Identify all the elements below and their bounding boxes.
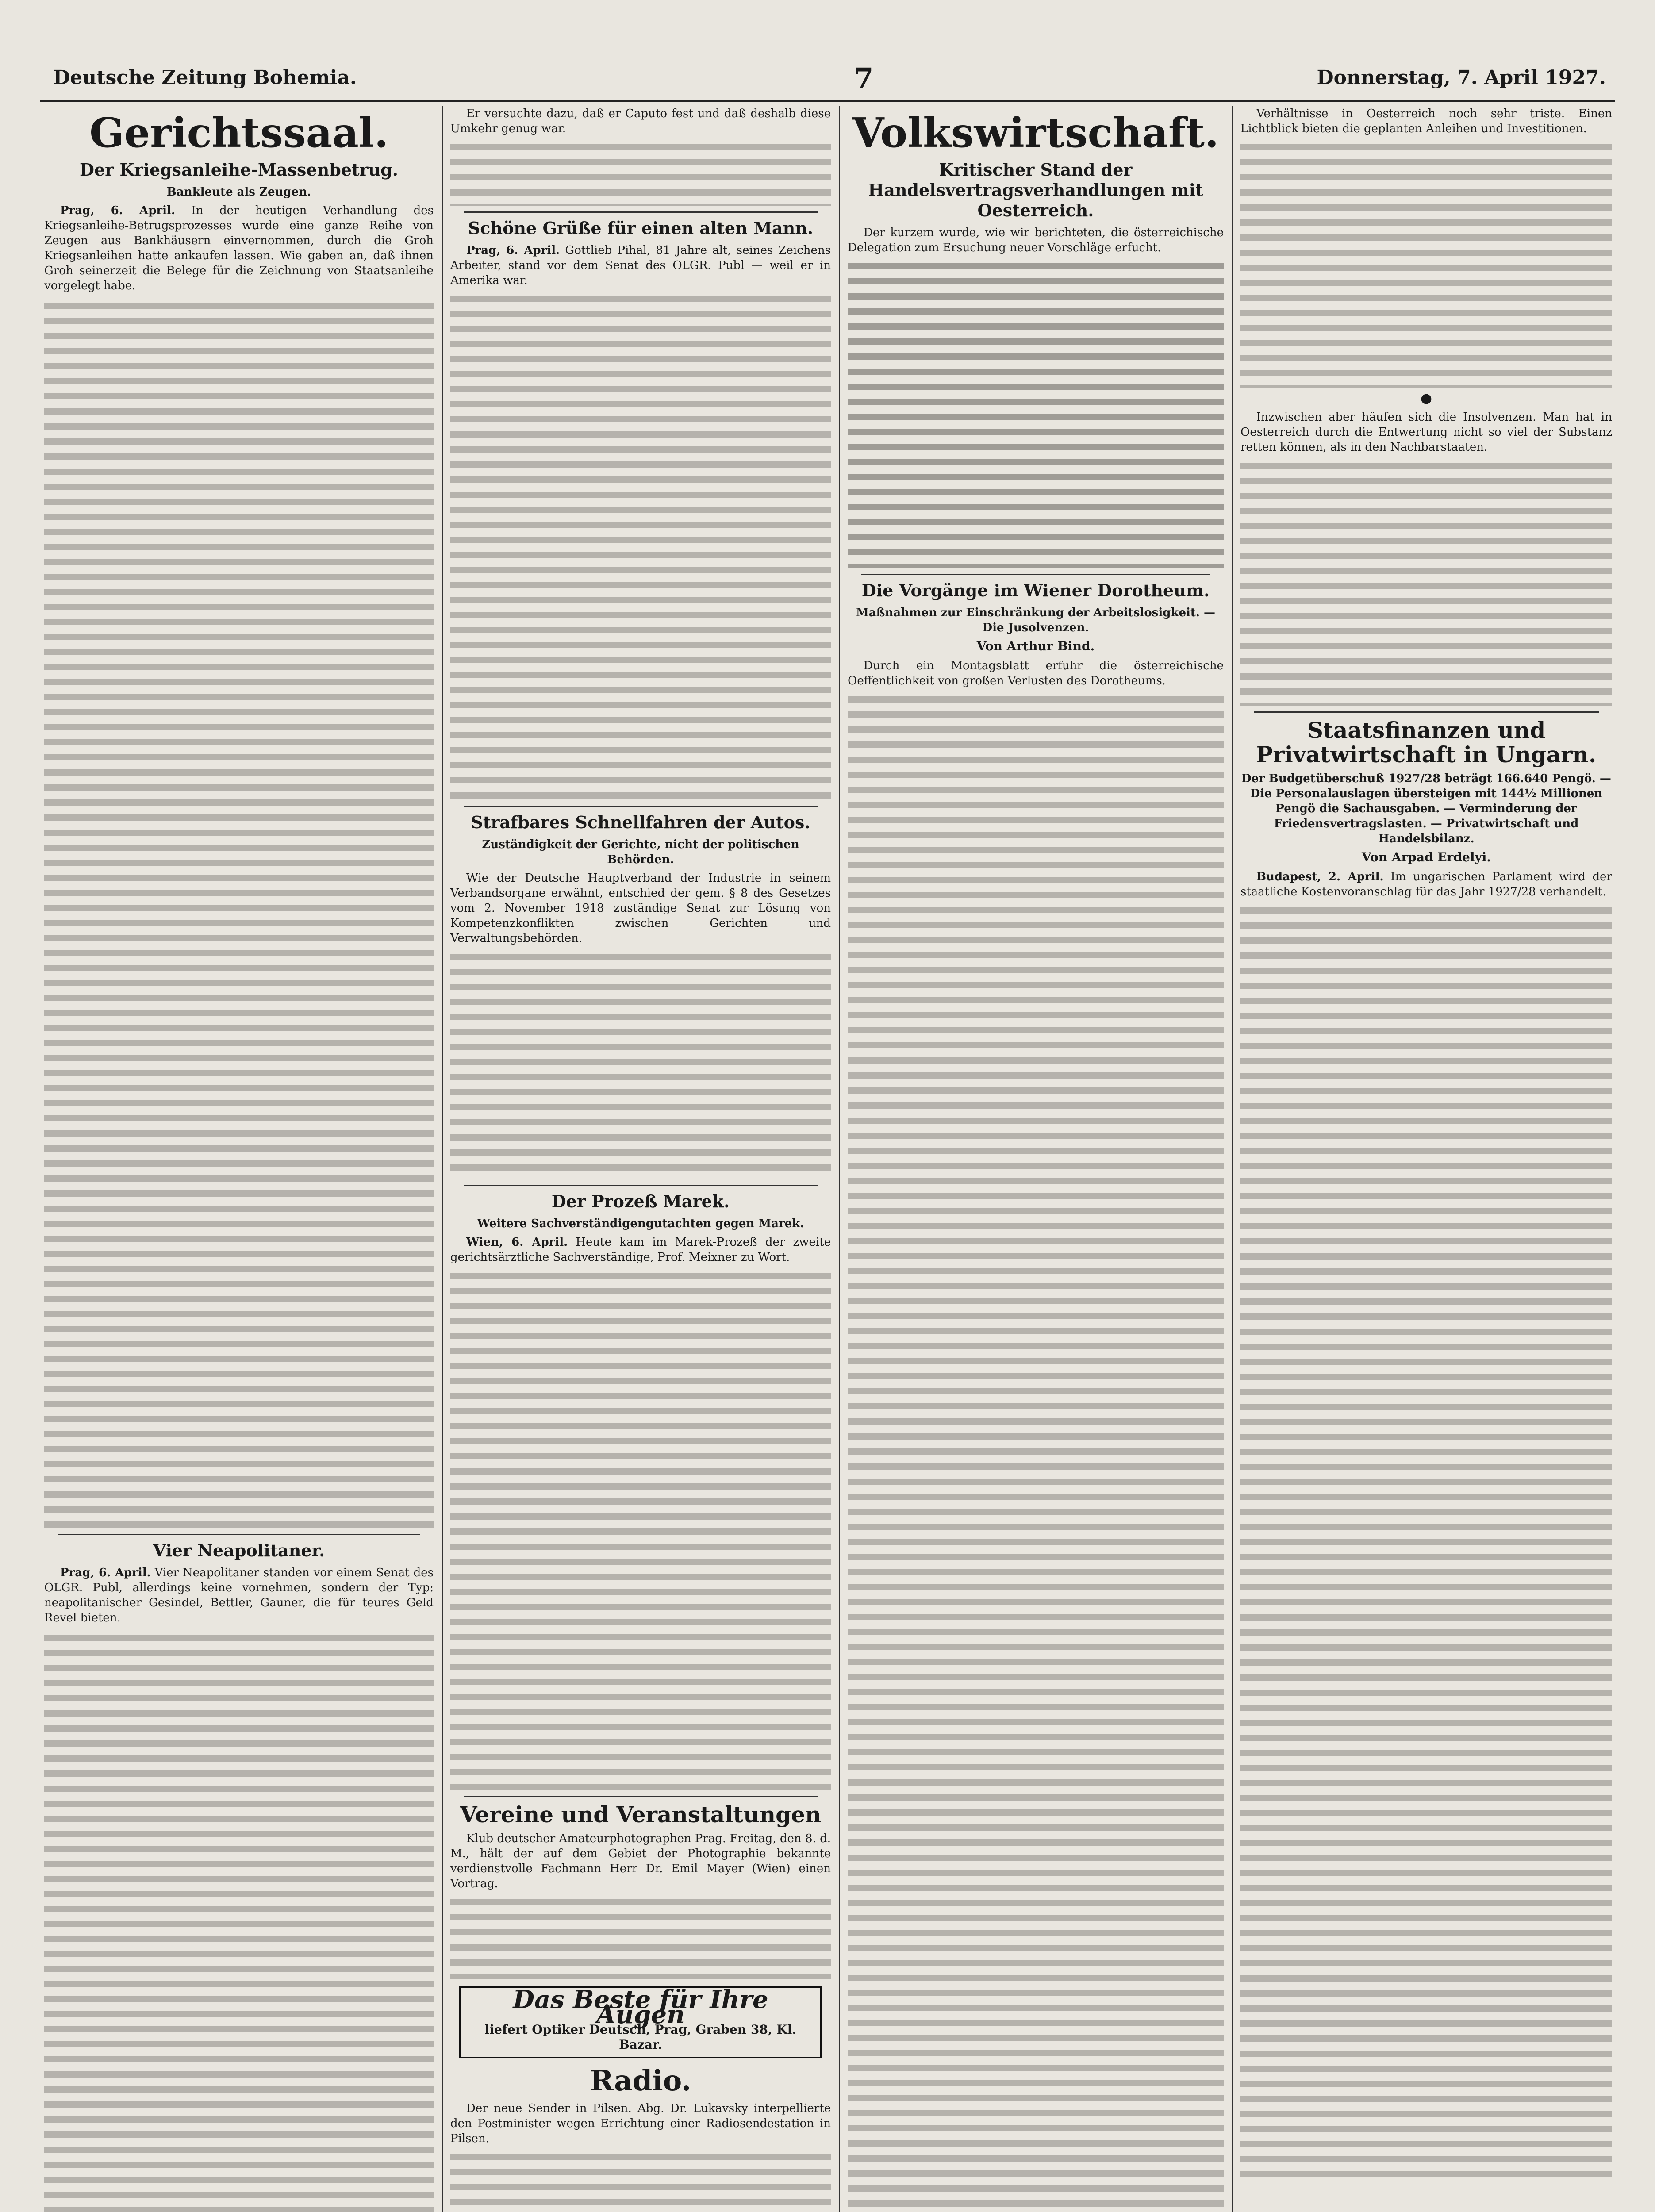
column-rule xyxy=(1232,106,1233,2212)
article-text: Inzwischen aber häufen sich die Insolvenzen. Man hat in Oesterreich durch die Entwertung nicht so viel der Substanz retten können, als in den Nachbarstaaten. xyxy=(1240,411,1612,454)
dateline: Wien, 6. April. xyxy=(466,1236,568,1249)
article-deck: Zuständigkeit der Gerichte, nicht der politischen Behörden. xyxy=(482,838,799,866)
article-title: Staatsfinanzen und Privatwirtschaft in Ungarn. xyxy=(1256,717,1597,768)
divider xyxy=(464,806,818,807)
article-body xyxy=(450,1235,831,1790)
article-body xyxy=(450,871,831,1179)
column-3 xyxy=(848,106,1224,2212)
article-filler-text xyxy=(1240,140,1612,388)
article-text: Im ungarischen Parlament wird der staatliche Kostenvoranschlag für das Jahr 1927/28 verhandelt. xyxy=(1240,870,1612,899)
article-text: Gottlieb Pihal, 81 Jahre alt, seines Zeichens Arbeiter, stand vor dem Senat des OLGR. Publ — weil er in Amerika war. xyxy=(450,244,831,287)
article-text: Der kurzem wurde, wie wir berichteten, die österreichische Delegation zum Ersuchung neuer Vorschläge erfucht. xyxy=(848,226,1224,255)
article-filler-text xyxy=(450,1895,831,1979)
article-filler-text xyxy=(848,259,1224,568)
article-body xyxy=(44,1565,434,2212)
divider xyxy=(58,1534,420,1535)
article-deck: Bankleute als Zeugen. xyxy=(166,185,311,199)
divider xyxy=(464,211,818,213)
article-title: Kritischer Stand der Handelsvertragsverhandlungen mit Oesterreich. xyxy=(868,160,1203,221)
article-text: Durch ein Montagsblatt erfuhr die österreichische Oeffentlichkeit von großen Verlusten des Dorotheums. xyxy=(848,659,1224,688)
article-title: Schöne Grüße für einen alten Mann. xyxy=(468,218,814,238)
column-2 xyxy=(450,106,831,2212)
article-deck: Maßnahmen zur Einschränkung der Arbeitslosigkeit. — Die Jusolvenzen. xyxy=(856,606,1215,635)
article-filler-text xyxy=(450,140,831,206)
page-header xyxy=(40,62,1615,97)
article-text: Er versuchte dazu, daß er Caputo fest und daß deshalb diese Umkehr genug war. xyxy=(450,107,831,135)
ad-address: liefert Optiker Deutsch, Prag, Graben 38, Kl. Bazar. xyxy=(484,2022,797,2052)
article-filler-text xyxy=(450,2150,831,2212)
article-text: Vier Neapolitaner standen vor einem Senat des OLGR. Publ, allerdings keine vornehmen, sondern der Typ: neapolitanischer Gesindel, Bettler, Gauner, die für teures Geld Revel bieten. xyxy=(44,1566,434,1625)
section-separator-dot: ● xyxy=(1420,391,1432,406)
section-title-vereine: Vereine und Veranstaltungen xyxy=(460,1801,822,1828)
section-title-gerichtssaal: Gerichtssaal. xyxy=(89,109,388,157)
section-title-volkswirtschaft: Volkswirtschaft. xyxy=(852,109,1219,157)
article-text: Heute kam im Marek-Prozeß der zweite gerichtsärztliche Sachverständige, Prof. Meixner zu Wort. xyxy=(450,1236,831,1264)
article-body xyxy=(450,106,831,206)
article-filler-text xyxy=(1240,903,1612,2186)
article-title: Die Vorgänge im Wiener Dorotheum. xyxy=(861,580,1210,601)
article-filler-text xyxy=(44,1631,434,2212)
divider xyxy=(464,1185,818,1186)
dateline: Budapest, 2. April. xyxy=(1256,870,1384,883)
article-title: Der Prozeß Marek. xyxy=(551,1191,730,1211)
article-body xyxy=(1240,869,1612,2186)
article-filler-text xyxy=(450,1268,831,1790)
article-filler-text xyxy=(1240,458,1612,706)
byline: Von Arpad Erdelyi. xyxy=(1361,850,1491,864)
article-deck: Der Budgetüberschuß 1927/28 beträgt 166.640 Pengö. — Die Personalauslagen übersteigen mit 144½ Millionen Pengö die Sachausgaben. — Verminderung der Friedensvertragslasten. — Privatwirtschaft und Handelsbilanz. xyxy=(1241,772,1611,845)
optician-advertisement xyxy=(459,1986,822,2058)
article-text: In der heutigen Verhandlung des Kriegsanleihe-Betrugsprozesses wurde eine ganze Reihe von Zeugen aus Bankhäusern einvernommen, durch die Groh Kriegsanleihen hatte ankaufen lassen. Wie gaben an, daß ihnen Groh seinerzeit die Belege für die Zeichnung von Staatsanleihe vorgelegt habe. xyxy=(44,204,434,293)
page-number: 7 xyxy=(854,62,874,95)
dateline: Prag, 6. April. xyxy=(60,204,175,218)
article-body xyxy=(450,1831,831,1979)
divider xyxy=(861,574,1210,575)
article-text: Verhältnisse in Oesterreich noch sehr triste. Einen Lichtblick bieten die geplanten Anleihen und Investitionen. xyxy=(1240,107,1612,135)
section-title-radio: Radio. xyxy=(590,2064,691,2097)
article-filler-text xyxy=(450,292,831,800)
article-body xyxy=(848,225,1224,568)
article-text: Wie der Deutsche Hauptverband der Industrie in seinem Verbandsorgane erwähnt, entschied der gem. § 8 des Gesetzes vom 2. November 1918 zuständige Senat zur Lösung von Kompetenzkonflikten zwischen Gerichten und Verwaltungsbehörden. xyxy=(450,872,831,945)
article-filler-text xyxy=(44,299,434,1528)
dateline: Prag, 6. April. xyxy=(466,244,560,257)
article-filler-text xyxy=(848,692,1224,2212)
article-body xyxy=(450,243,831,800)
column-1 xyxy=(44,106,434,2212)
divider xyxy=(1254,711,1599,713)
column-rule xyxy=(839,106,840,2212)
header-rule xyxy=(40,100,1615,102)
column-4 xyxy=(1240,106,1612,2212)
article-text: Der neue Sender in Pilsen. Abg. Dr. Lukavsky interpellierte den Postminister wegen Errichtung einer Radiosendestation in Pilsen. xyxy=(450,2102,831,2146)
divider xyxy=(464,1796,818,1797)
article-body xyxy=(450,2101,831,2212)
article-body xyxy=(44,203,434,1528)
article-title: Vier Neapolitaner. xyxy=(153,1540,325,1561)
paper-name: Deutsche Zeitung Bohemia. xyxy=(53,66,357,89)
article-body xyxy=(1240,106,1612,706)
article-title: Strafbares Schnellfahren der Autos. xyxy=(471,812,810,832)
article-deck: Weitere Sachverständigengutachten gegen Marek. xyxy=(477,1217,804,1230)
ad-headline: Das Beste für Ihre Augen xyxy=(513,1985,768,2029)
issue-date: Donnerstag, 7. April 1927. xyxy=(1317,66,1606,89)
byline: Von Arthur Bind. xyxy=(976,639,1095,654)
article-body xyxy=(848,658,1224,2212)
article-text: Klub deutscher Amateurphotographen Prag. Freitag, den 8. d. M., hält der auf dem Gebiet der Photographie bekannte verdienstvolle Fachmann Herr Dr. Emil Mayer (Wien) einen Vortrag. xyxy=(450,1832,831,1890)
article-filler-text xyxy=(450,949,831,1179)
dateline: Prag, 6. April. xyxy=(60,1566,151,1580)
article-title: Der Kriegsanleihe-Massenbetrug. xyxy=(80,160,398,180)
column-rule xyxy=(442,106,443,2212)
